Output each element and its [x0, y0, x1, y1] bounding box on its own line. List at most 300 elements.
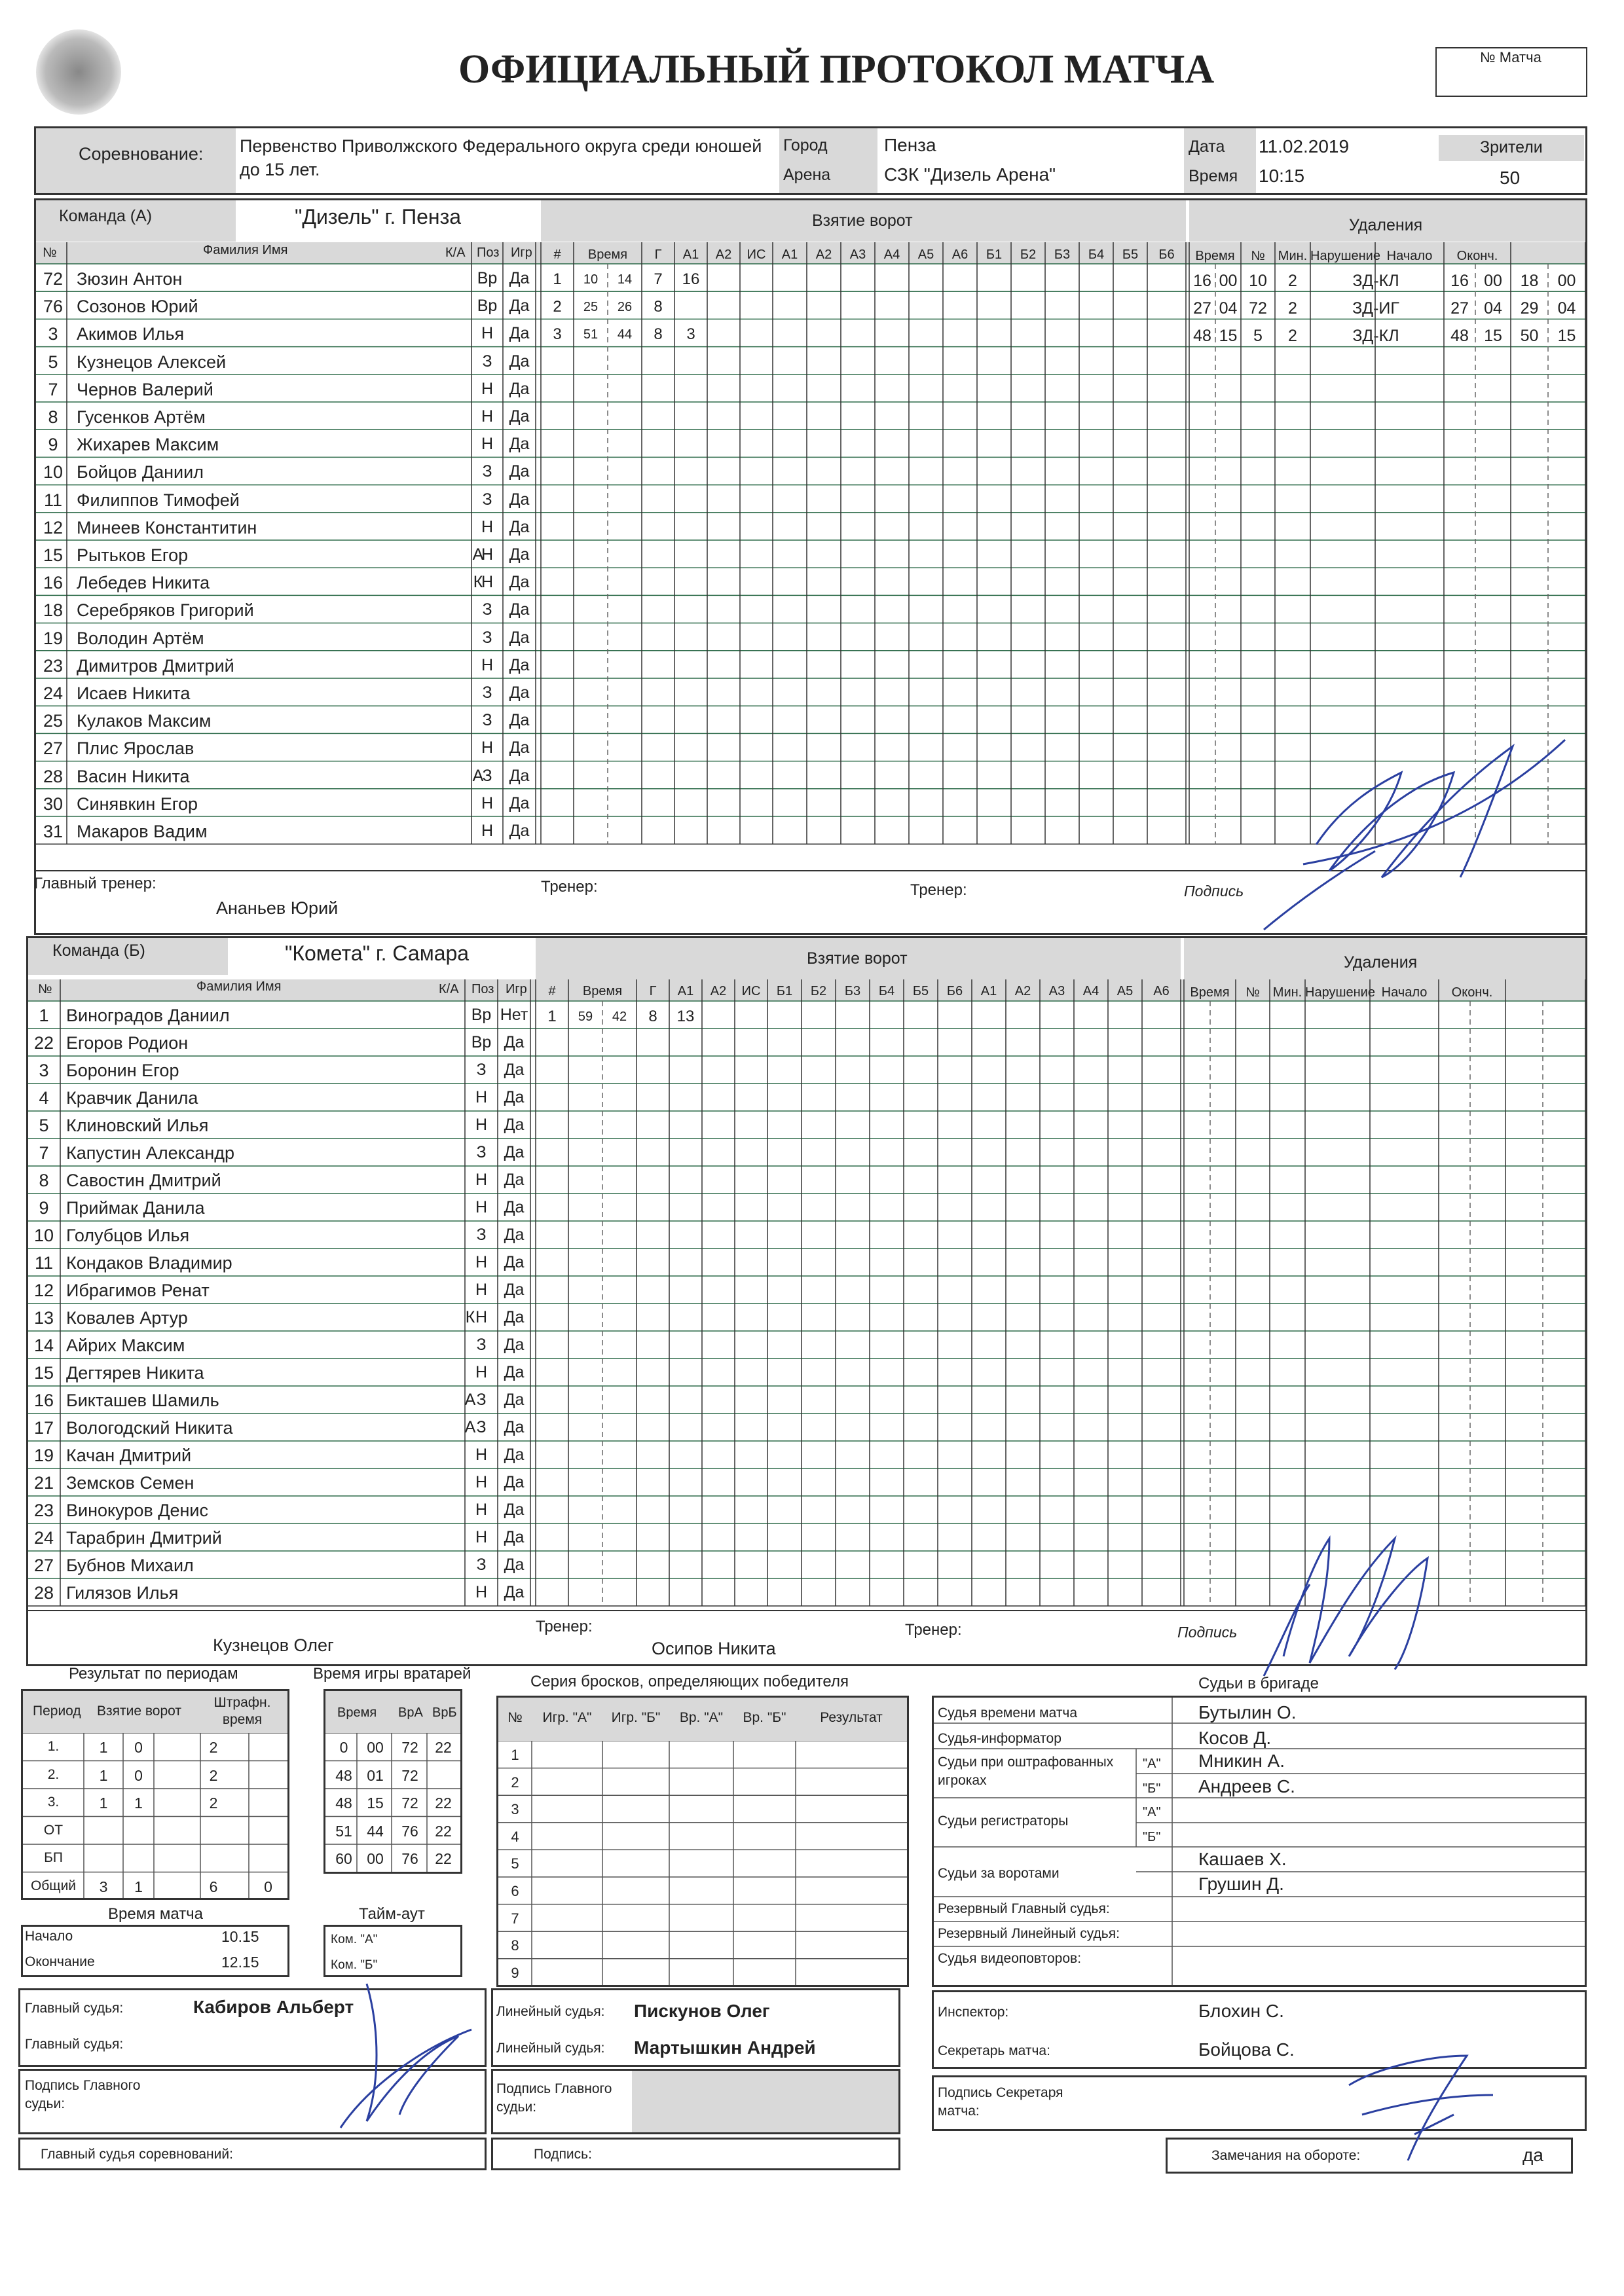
period-goals-b: 0 [134, 1766, 143, 1784]
player-pos: Н [475, 1308, 488, 1326]
player-row [28, 1226, 189, 1246]
player-ka: А [464, 1391, 476, 1409]
penalty-cell: 15 [1557, 327, 1576, 346]
player-row [28, 1363, 204, 1383]
goalie-a: 76 [401, 1850, 418, 1867]
officials-title: Судьи в бригаде [1198, 1675, 1319, 1692]
player-pos: З [476, 1143, 487, 1161]
player-number: 16 [43, 573, 64, 593]
arena-label: Арена [783, 166, 831, 184]
player-igr: Нет [500, 1006, 528, 1024]
player-pos: Н [475, 1171, 488, 1189]
official-label: Судьи при оштрафованных игроках [938, 1755, 1114, 1788]
player-igr: Да [504, 1391, 525, 1409]
player-name: Васин Никита [77, 766, 190, 786]
player-igr: Да [504, 1171, 525, 1189]
player-number: 24 [43, 683, 64, 703]
player-igr: Да [504, 1446, 525, 1464]
player-pos: Н [481, 793, 494, 812]
period-penalty-a: 2 [209, 1766, 218, 1784]
official-label: Резервный Линейный судья: [938, 1926, 1120, 1941]
player-igr: Да [504, 1253, 525, 1271]
player-pos: Н [481, 822, 494, 840]
goalie-second: 15 [367, 1795, 384, 1812]
shootout-header-cell: № [507, 1710, 523, 1725]
goal-header-cell: Б1 [986, 247, 1003, 262]
player-igr: Да [504, 1363, 525, 1381]
player-igr: Да [504, 1061, 525, 1079]
goal-scorer: 7 [654, 270, 663, 288]
official-value: Бутылин О. [1198, 1702, 1297, 1722]
goalie-second: 01 [367, 1766, 384, 1784]
player-igr: Да [509, 822, 530, 840]
goal-header-cell: Б4 [878, 984, 895, 998]
player-pos: Вр [477, 269, 498, 287]
penalty-cell: 48 [1450, 327, 1469, 346]
period-label: Общий [30, 1878, 77, 1893]
period-goals-a: 1 [99, 1766, 108, 1784]
goalie-b: 22 [435, 1739, 452, 1756]
player-number: 31 [43, 822, 64, 841]
period-label: БП [44, 1850, 63, 1865]
period-penalty-a: 2 [209, 1795, 218, 1812]
player-number: 16 [33, 1391, 54, 1410]
goal-header-cell: Г [649, 984, 657, 998]
goal-header-cell: Б6 [946, 984, 963, 998]
player-pos: Вр [471, 1006, 492, 1024]
player-pos: Н [475, 1198, 488, 1216]
penalty-header-cell: № [1251, 249, 1265, 263]
penalty-header-cell: Нарушение [1305, 985, 1375, 1000]
team-b-box [26, 936, 1587, 1666]
goal-number: 1 [547, 1008, 557, 1025]
player-igr: Да [504, 1473, 525, 1491]
player-number: 19 [33, 1446, 54, 1465]
player-number: 8 [48, 407, 58, 427]
line-referee-2: Мартышкин Андрей [634, 2037, 816, 2058]
penalty-cell: 29 [1520, 299, 1539, 318]
player-name: Качан Дмитрий [66, 1446, 192, 1465]
player-name: Бубнов Михаил [66, 1556, 194, 1575]
player-igr: Да [504, 1528, 525, 1546]
goal-header-cell: А2 [815, 247, 832, 262]
emblem-logo [36, 29, 121, 115]
penalty-cell: 00 [1484, 272, 1502, 290]
player-row [28, 1171, 221, 1191]
goal-header-cell: # [553, 247, 561, 262]
penalty-cell: 04 [1219, 299, 1238, 318]
team-a-head-coach-label: Главный тренер: [34, 875, 157, 892]
player-row [28, 1308, 188, 1328]
goalie-b: 22 [435, 1822, 452, 1840]
player-igr: Да [504, 1116, 525, 1134]
penalty-cell: 00 [1219, 272, 1238, 290]
penalty-cell: 16 [1193, 272, 1211, 290]
player-igr: Да [509, 766, 530, 785]
penalty-cell: 27 [1193, 299, 1211, 318]
player-number: 76 [43, 297, 64, 317]
remarks-value: да [1522, 2145, 1543, 2165]
penalty-header-cell: Мин. [1272, 985, 1302, 1000]
player-number: 21 [33, 1473, 54, 1493]
penalty-cell: 04 [1557, 299, 1576, 318]
player-number: 7 [39, 1143, 49, 1163]
player-igr: Да [504, 1418, 525, 1436]
goal-minute: 59 [578, 1010, 593, 1024]
team-b-signature-label: Подпись [1177, 1624, 1238, 1641]
player-number: 22 [33, 1033, 54, 1053]
player-igr: Да [504, 1143, 525, 1161]
player-row [28, 1006, 230, 1026]
player-number: 23 [43, 655, 64, 676]
player-igr: Да [504, 1281, 525, 1299]
team-b-goals-title: Взятие ворот [807, 949, 908, 968]
player-row [28, 1143, 234, 1163]
player-pos: З [482, 490, 492, 509]
official-value: Косов Д. [1198, 1728, 1272, 1748]
player-igr: Да [504, 1501, 525, 1519]
player-igr: Да [509, 628, 530, 647]
shootout-row-number: 4 [511, 1828, 519, 1845]
player-row [36, 297, 198, 317]
team-b-name: "Комета" г. Самара [285, 941, 470, 965]
player-row [36, 767, 190, 787]
spectators-value: 50 [1500, 168, 1521, 188]
player-name: Капустин Александр [66, 1143, 235, 1163]
player-pos: Вр [477, 297, 498, 316]
player-number: 7 [48, 379, 58, 399]
date-value: 11.02.2019 [1259, 136, 1350, 156]
goalie-minute: 48 [335, 1795, 352, 1812]
player-number: 25 [43, 711, 64, 731]
player-igr: Да [509, 352, 530, 371]
goal-header-cell: Б1 [776, 984, 793, 998]
player-number: 28 [33, 1583, 54, 1603]
player-name: Рытьков Егор [77, 545, 189, 565]
penalty-cell: ЗД-КЛ [1352, 272, 1399, 290]
goal-header-cell: А1 [781, 247, 798, 262]
player-number: 17 [33, 1418, 54, 1438]
registrar-b-label: "Б" [1143, 1830, 1161, 1844]
player-igr: Да [504, 1033, 525, 1051]
player-igr: Да [509, 407, 530, 426]
player-number: 12 [43, 517, 64, 538]
player-number: 23 [33, 1501, 54, 1520]
goal-header-cell: Время [587, 247, 628, 262]
shootout-header-cell: Игр. "Б" [611, 1710, 661, 1725]
period-goals-b: 1 [134, 1795, 143, 1812]
player-name: Кравчик Данила [66, 1088, 198, 1108]
period-goals-a: 1 [99, 1739, 108, 1756]
player-number: 27 [33, 1556, 54, 1575]
player-ka: А [464, 1418, 476, 1436]
goal-assist1: 3 [686, 325, 695, 344]
player-row [28, 1116, 208, 1136]
time-label: Время [1189, 167, 1238, 185]
period-goals-a: 3 [99, 1878, 108, 1895]
player-igr: Да [509, 573, 530, 592]
arena-value: СЗК "Дизель Арена" [884, 164, 1056, 185]
team-b-label: Команда (Б) [52, 941, 145, 960]
penalty-cell: 04 [1484, 299, 1502, 318]
player-number: 30 [43, 793, 64, 814]
goal-header-cell: А4 [1082, 984, 1099, 998]
goal-second: 14 [617, 272, 633, 287]
goalie-b: 22 [435, 1795, 452, 1812]
player-igr: Да [504, 1336, 525, 1354]
goal-header-cell: Г [654, 247, 662, 262]
team-b-coach2-label: Тренер: [905, 1621, 962, 1639]
player-pos: Н [481, 407, 494, 426]
shootout-row-number: 2 [511, 1774, 519, 1791]
period-label: ОТ [43, 1822, 64, 1838]
player-row [28, 1336, 185, 1356]
player-row [36, 573, 210, 593]
player-row [28, 1198, 205, 1218]
goal-scorer: 8 [648, 1008, 657, 1025]
player-pos: Н [475, 1253, 488, 1271]
player-igr: Да [509, 324, 530, 343]
goal-assist1: 16 [682, 270, 700, 288]
player-igr: Да [509, 297, 530, 316]
player-row [36, 600, 254, 621]
goal-header-cell: А2 [715, 247, 732, 262]
period-label: 1. [47, 1739, 60, 1754]
penalty-cell: 15 [1484, 327, 1502, 346]
goalie-a: 72 [401, 1795, 418, 1812]
goal-header-cell: Б6 [1158, 247, 1175, 262]
player-row [28, 1418, 232, 1438]
player-name: Тарабрин Дмитрий [66, 1528, 222, 1548]
team-a-penalties-title: Удаления [1349, 216, 1423, 234]
player-pos: Н [475, 1528, 488, 1546]
shootout-row-number: 5 [511, 1855, 519, 1872]
player-pos: З [482, 352, 492, 371]
player-pos: Н [481, 517, 494, 536]
player-number: 3 [48, 324, 58, 344]
goal-second: 44 [617, 327, 633, 342]
player-igr: Да [509, 435, 530, 454]
penalty-header-cell: Начало [1381, 985, 1428, 1000]
player-number: 10 [43, 462, 64, 483]
player-number: 9 [39, 1198, 49, 1218]
official-label: Резервный Главный судья: [938, 1901, 1110, 1916]
goal-header-cell: Б3 [844, 984, 861, 998]
player-igr: Да [509, 379, 530, 398]
player-name: Макаров Вадим [77, 822, 208, 841]
player-row [28, 1391, 219, 1411]
goal-header-cell: А3 [1048, 984, 1065, 998]
player-pos: Н [475, 1116, 488, 1134]
player-pos: Н [481, 324, 494, 343]
team-a-coach-label: Тренер: [541, 878, 598, 896]
shootout-row-number: 6 [511, 1883, 519, 1899]
player-number: 14 [33, 1336, 54, 1355]
player-row [28, 1501, 208, 1521]
goal-header-cell: ИС [747, 247, 766, 262]
player-igr: Да [504, 1226, 525, 1244]
player-pos: Н [481, 573, 494, 592]
penalty-cell: 48 [1193, 327, 1211, 346]
shootout-header-cell: Игр. "А" [542, 1710, 592, 1725]
player-igr: Да [509, 655, 530, 674]
team-a-goals-title: Взятие ворот [812, 211, 913, 230]
player-name: Виноградов Даниил [66, 1006, 230, 1025]
team-a-head-coach: Ананьев Юрий [216, 898, 339, 918]
team-b-penalties-title: Удаления [1344, 953, 1418, 972]
goal-header-cell: ИС [741, 984, 761, 998]
player-row [36, 683, 190, 704]
competition-value: Первенство Приволжского Федерального округа среди юношей до 15 лет. [240, 136, 762, 179]
player-pos: Н [481, 545, 494, 564]
goal-scorer: 8 [654, 298, 663, 316]
player-pos: Н [475, 1473, 488, 1491]
player-row [28, 1446, 191, 1466]
player-name: Созонов Юрий [77, 297, 198, 317]
player-igr: Да [509, 269, 530, 287]
page-title: ОФИЦИАЛЬНЫЙ ПРОТОКОЛ МАТЧА [458, 47, 1215, 92]
city-value: Пенза [884, 135, 936, 155]
goalie-second: 00 [367, 1739, 384, 1756]
official-label: Судьи регистраторы [938, 1813, 1069, 1829]
player-igr: Да [509, 600, 530, 619]
period-penalty-a: 6 [209, 1878, 218, 1895]
player-pos: Н [475, 1363, 488, 1381]
official-value: Мникин А. [1198, 1751, 1285, 1771]
official-value: Кашаев Х. [1198, 1849, 1287, 1869]
time-value: 10:15 [1259, 166, 1305, 186]
penalty-cell: 72 [1249, 299, 1267, 318]
player-name: Ибрагимов Ренат [66, 1281, 210, 1300]
shootout-row-number: 3 [511, 1801, 519, 1818]
player-row [28, 1281, 210, 1301]
penalty-cell: 18 [1520, 272, 1539, 290]
city-label: Город [783, 136, 828, 155]
penalty-cell: 2 [1288, 272, 1297, 290]
player-number: 11 [34, 1253, 54, 1273]
goalie-second: 00 [367, 1850, 384, 1867]
goal-header-cell: Б5 [1122, 247, 1139, 262]
player-row [36, 711, 211, 731]
period-goals-a: 1 [99, 1795, 108, 1812]
player-pos: Н [475, 1446, 488, 1464]
goal-scorer: 8 [654, 325, 663, 344]
player-name: Кузнецов Алексей [77, 352, 227, 372]
penalty-cell: 10 [1249, 272, 1267, 290]
player-ka: А [472, 766, 484, 785]
player-name: Зюзин Антон [77, 269, 183, 289]
penalty-header-cell: Время [1195, 249, 1235, 263]
player-igr: Да [509, 517, 530, 536]
goal-header-cell: А1 [980, 984, 997, 998]
player-pos: З [476, 1061, 487, 1079]
player-number: 15 [33, 1363, 54, 1383]
goal-header-cell: А6 [951, 247, 969, 262]
player-igr: Да [504, 1583, 525, 1601]
player-row [36, 269, 182, 289]
goal-header-cell: Б4 [1088, 247, 1105, 262]
secretary-value: Бойцова С. [1198, 2039, 1295, 2060]
player-name: Бикташев Шамиль [66, 1391, 219, 1410]
goalie-minute: 0 [339, 1739, 348, 1756]
penalty-header-cell: Нарушение [1310, 249, 1380, 263]
player-row [28, 1033, 188, 1053]
player-name: Айрих Максим [66, 1336, 185, 1355]
player-ka: К [465, 1308, 475, 1326]
player-pos: З [482, 683, 492, 702]
player-number: 28 [43, 766, 64, 786]
player-name: Гилязов Илья [66, 1583, 179, 1603]
line-referee-1: Пискунов Олег [634, 2001, 770, 2021]
player-pos: Н [481, 435, 494, 454]
player-row [28, 1583, 178, 1603]
goalie-title: Время игры вратарей [313, 1665, 471, 1683]
player-pos: З [482, 711, 492, 730]
player-pos: З [476, 1336, 487, 1354]
registrar-a-label: "А" [1143, 1805, 1161, 1819]
team-a-label: Команда (А) [59, 207, 153, 225]
penalty-cell: 27 [1450, 299, 1469, 318]
player-number: 11 [43, 490, 63, 510]
shootout-header-cell: Вр. "А" [679, 1710, 724, 1725]
penalty-header-cell: Мин. [1278, 249, 1308, 263]
player-igr: Да [509, 490, 530, 509]
goalie-a: 72 [401, 1766, 418, 1784]
player-row [36, 794, 198, 814]
player-name: Лебедев Никита [77, 573, 210, 593]
player-name: Приймак Данила [66, 1198, 205, 1218]
goal-header-cell: А4 [883, 247, 900, 262]
player-name: Синявкин Егор [77, 793, 198, 814]
official-label: Судья времени матча [938, 1705, 1078, 1721]
player-pos: З [482, 462, 492, 481]
player-row [36, 435, 219, 455]
player-name: Филиппов Тимофей [77, 490, 240, 510]
player-row [36, 656, 234, 676]
player-igr: Да [504, 1198, 525, 1216]
date-label: Дата [1189, 137, 1225, 156]
goal-header-cell: А5 [917, 247, 934, 262]
period-penalty-a: 2 [209, 1739, 218, 1756]
penalty-cell: ЗД-ИГ [1352, 299, 1399, 318]
period-goals-b: 0 [134, 1739, 143, 1756]
player-row [36, 490, 240, 511]
goal-header-cell: А2 [710, 984, 727, 998]
player-ka: А [472, 545, 484, 564]
shootout-header-cell: Вр. "Б" [743, 1710, 786, 1725]
player-pos: З [476, 1391, 487, 1409]
player-name: Акимов Илья [77, 324, 185, 344]
goal-second: 26 [617, 300, 633, 315]
penalty-cell: 15 [1219, 327, 1238, 346]
player-number: 72 [43, 269, 64, 289]
player-row [36, 518, 257, 538]
official-value: Грушин Д. [1198, 1874, 1284, 1894]
player-name: Бойцов Даниил [77, 462, 204, 483]
goalie-minute: 60 [335, 1850, 352, 1867]
player-row [36, 352, 226, 373]
player-pos: З [476, 1418, 487, 1436]
player-number: 18 [43, 600, 64, 621]
match-time-title: Время матча [108, 1905, 204, 1923]
player-name: Земсков Семен [66, 1473, 194, 1493]
player-row [36, 324, 184, 344]
player-number: 24 [33, 1528, 54, 1548]
penalty-cell: 50 [1520, 327, 1539, 346]
player-number: 27 [43, 738, 64, 759]
goal-minute: 10 [583, 272, 599, 287]
player-number: 5 [48, 352, 58, 372]
